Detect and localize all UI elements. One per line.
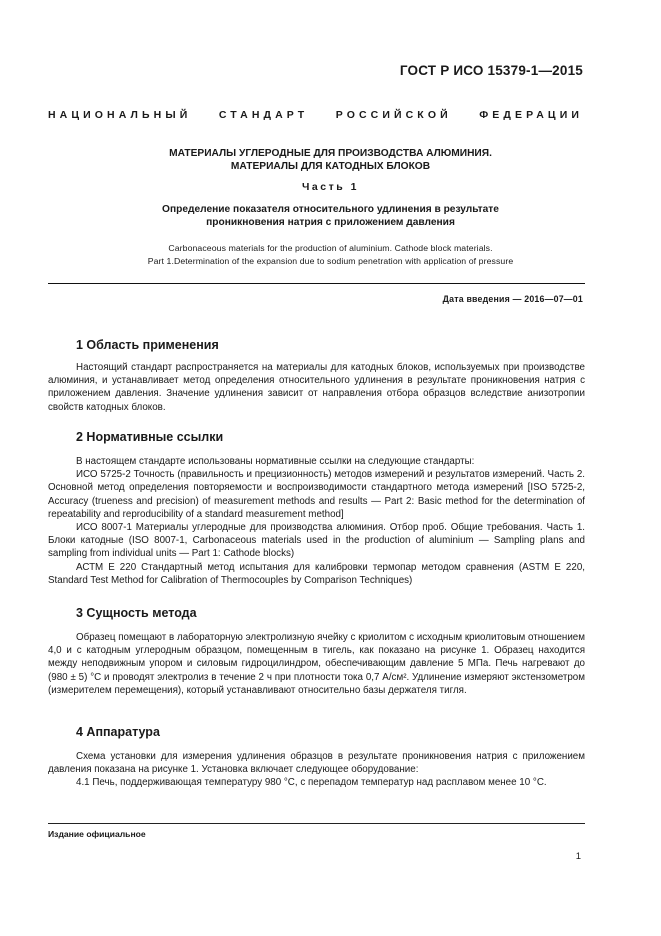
document-subtitle (60, 203, 601, 229)
section-heading: 1 Область применения (76, 338, 219, 352)
reference-item: ИСО 5725-2 Точность (правильность и прецизионность) методов измерений и результатов измерений. Часть 2. Основной метод определения повторяемости и воспроизводимости стандартного метода измерений [ISO 5725-2, Accuracy (trueness and precision) of measurement methods and results — Part 2: Basic method for the determination of repeatability and reproducibility of a standard measurement method] (48, 469, 585, 520)
introduction-date: Дата введения — 2016—07—01 (442, 294, 583, 304)
title-line: МАТЕРИАЛЫ УГЛЕРОДНЫЕ ДЛЯ ПРОИЗВОДСТВА АЛЮМИНИЯ. (169, 148, 492, 159)
english-title (60, 242, 601, 268)
national-standard-heading: НАЦИОНАЛЬНЫЙ СТАНДАРТ РОССИЙСКОЙ ФЕДЕРАЦИИ (48, 109, 583, 121)
subtitle-line: проникновения натрия с приложением давления (206, 217, 455, 228)
reference-item: АСТМ Е 220 Стандартный метод испытания для калибровки термопар методом сравнения (ASTM E 220, Standard Test Method for Calibration of Thermocouples by Comparison Techniques) (48, 561, 585, 586)
paragraph: 4.1 Печь, поддерживающая температуру 980 °С, с перепадом температур над расплавом менее 10 °С. (76, 777, 547, 789)
title-divider (48, 283, 585, 284)
edition-label: Издание официальное (48, 829, 146, 839)
document-code: ГОСТ Р ИСО 15379-1—2015 (399, 63, 583, 78)
title-line: МАТЕРИАЛЫ ДЛЯ КАТОДНЫХ БЛОКОВ (230, 161, 431, 172)
document-title (60, 147, 601, 173)
section-heading: 2 Нормативные ссылки (76, 430, 224, 444)
section-body (48, 750, 585, 790)
page-number: 1 (575, 851, 581, 862)
section-body (48, 631, 585, 697)
section-body (48, 455, 585, 587)
part-label: Часть 1 (302, 181, 359, 193)
reference-item: ИСО 8007-1 Материалы углеродные для производства алюминия. Отбор проб. Общие требования. Часть 1. Блоки катодные (ISO 8007-1, Carbonaceous materials used in the production of aluminium — Sampling plans and sampling from individual units — Part 1: Cathode blocks) (48, 522, 585, 560)
english-title-line: Part 1.Determination of the expansion due to sodium penetration with application of pressure (147, 256, 514, 266)
paragraph: Образец помещают в лабораторную электролизную ячейку с криолитом с исходным криолитовым отношением 4,0 и с катодным углеродным образцом, помещенным в тигель, как показано на рисунке 1. Образец находится между неподвижным упором и силовым гидроцилиндром, обеспечивающим давление 5 МПа. Печь нагревают до (980 ± 5) °С и проводят электролиз в течение 2 ч при плотности тока 0,7 А/см². Удлинение измеряют экстензометром (измерителем перемещения), который устанавливают относительно базы держателя тигля. (48, 632, 585, 696)
section-heading: 4 Аппаратура (76, 725, 160, 739)
english-title-line: Carbonaceous materials for the production of aluminium. Cathode block materials. (168, 243, 493, 253)
paragraph: Схема установки для измерения удлинения образцов в результате проникновения натрия с приложением давления показана на рисунке 1. Установка включает следующее оборудование: (48, 751, 585, 776)
section-heading: 3 Сущность метода (76, 606, 197, 620)
section-body (48, 361, 585, 414)
subtitle-line: Определение показателя относительного удлинения в результате (162, 204, 499, 215)
paragraph: В настоящем стандарте использованы нормативные ссылки на следующие стандарты: (76, 456, 475, 467)
paragraph: Настоящий стандарт распространяется на материалы для катодных блоков, используемых при производстве алюминия, и устанавливает метод определения относительного удлинения в результате проникновения натрия с приложением давления. Значение удлинения зависит от направления отбора образцов вследствие анизотропии свойств катодных блоков. (48, 362, 585, 413)
footer-divider (48, 823, 585, 824)
